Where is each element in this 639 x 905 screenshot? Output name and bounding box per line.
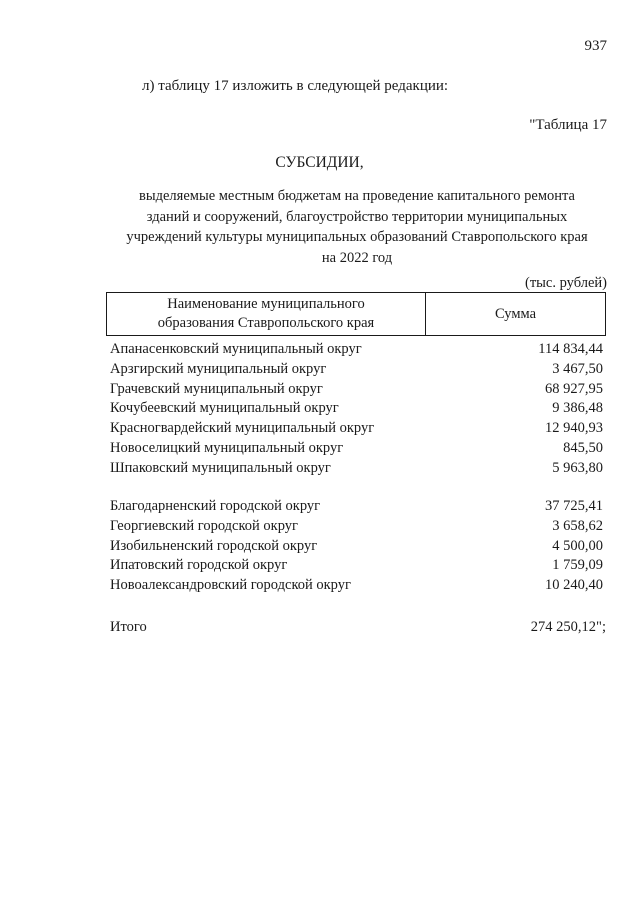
document-title: СУБСИДИИ, bbox=[275, 154, 364, 171]
group-municipal-okrugs bbox=[110, 340, 603, 479]
row-name: Арзгирский муниципальный округ bbox=[110, 360, 327, 377]
subtitle-line: учреждений культуры муниципальных образований Ставропольского края bbox=[126, 229, 588, 245]
table-row bbox=[110, 497, 603, 517]
table-row bbox=[110, 459, 603, 479]
header-name-line: Наименование муниципального bbox=[167, 296, 365, 312]
row-value: 1 759,09 bbox=[552, 557, 603, 574]
row-name: Ипатовский городской округ bbox=[110, 557, 288, 574]
header-name-column bbox=[107, 293, 426, 335]
total-label: Итого bbox=[110, 619, 147, 635]
total-value: 274 250,12"; bbox=[530, 619, 606, 635]
header-name-line: образования Ставропольского края bbox=[157, 315, 375, 331]
row-value: 68 927,95 bbox=[545, 380, 603, 397]
table-row bbox=[110, 399, 603, 419]
table-row bbox=[110, 380, 603, 400]
row-name: Апанасенковский муниципальный округ bbox=[110, 341, 362, 357]
page-number: 937 bbox=[584, 38, 607, 54]
table-row bbox=[110, 556, 603, 576]
group-city-okrugs bbox=[110, 497, 603, 596]
row-name: Кочубеевский муниципальный округ bbox=[110, 400, 339, 417]
table-row bbox=[110, 517, 603, 537]
row-value: 5 963,80 bbox=[552, 459, 603, 476]
total-row bbox=[110, 619, 606, 636]
table-header bbox=[106, 292, 606, 336]
table-row bbox=[110, 419, 603, 439]
table-row bbox=[110, 537, 603, 557]
table-reference: "Таблица 17 bbox=[529, 117, 607, 133]
table-row bbox=[110, 439, 603, 459]
header-sum-column: Сумма bbox=[494, 305, 537, 322]
row-name: Георгиевский городской округ bbox=[110, 517, 298, 534]
row-value: 4 500,00 bbox=[552, 537, 603, 554]
table-row bbox=[110, 576, 603, 596]
document-subtitle bbox=[100, 186, 614, 268]
row-name: Новоалександровский городской округ bbox=[110, 577, 351, 594]
row-value: 10 240,40 bbox=[545, 577, 603, 594]
row-value: 3 467,50 bbox=[552, 360, 603, 377]
intro-text: л) таблицу 17 изложить в следующей редакции: bbox=[142, 78, 449, 94]
subtitle-line: на 2022 год bbox=[321, 249, 393, 266]
row-value: 12 940,93 bbox=[545, 420, 603, 437]
table-row bbox=[110, 360, 603, 380]
unit-label: (тыс. рублей) bbox=[525, 275, 607, 291]
row-value: 845,50 bbox=[563, 439, 603, 456]
row-value: 114 834,44 bbox=[538, 341, 603, 357]
subtitle-line: зданий и сооружений, благоустройство территории муниципальных bbox=[146, 208, 568, 225]
row-value: 3 658,62 bbox=[552, 517, 603, 534]
row-name: Шпаковский муниципальный округ bbox=[110, 459, 331, 476]
row-value: 9 386,48 bbox=[552, 400, 603, 417]
subtitle-line: выделяемые местным бюджетам на проведение капитального ремонта bbox=[139, 188, 575, 204]
row-name: Новоселицкий муниципальный округ bbox=[110, 439, 344, 456]
row-name: Благодарненский городской округ bbox=[110, 498, 321, 514]
row-value: 37 725,41 bbox=[545, 498, 603, 514]
row-name: Грачевский муниципальный округ bbox=[110, 380, 323, 397]
row-name: Изобильненский городской округ bbox=[110, 537, 318, 554]
table-row bbox=[110, 340, 603, 360]
row-name: Красногвардейский муниципальный округ bbox=[110, 420, 375, 437]
